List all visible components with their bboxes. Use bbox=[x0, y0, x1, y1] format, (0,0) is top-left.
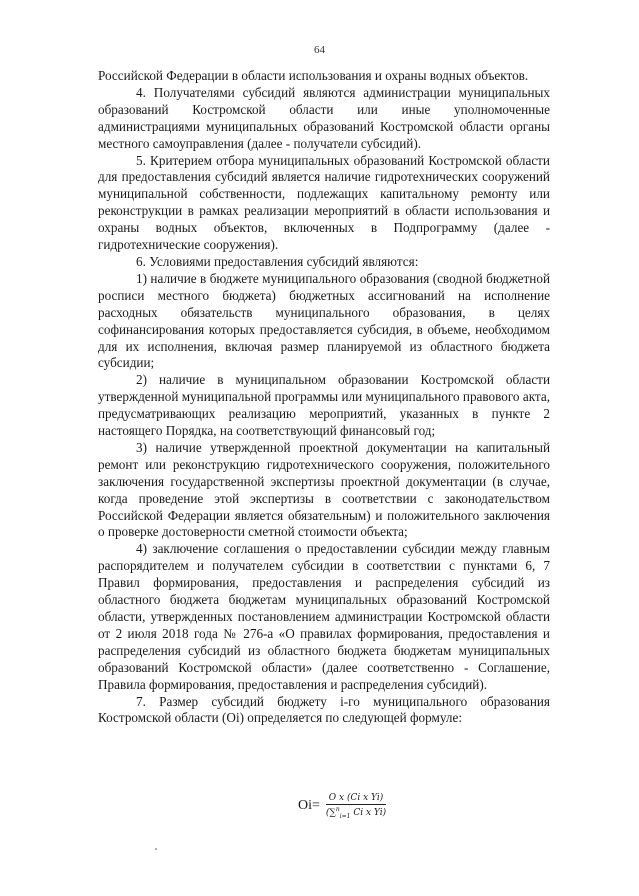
formula-sum-symbol: (∑ bbox=[325, 808, 336, 818]
paragraph-item-4: 4. Получателями субсидий являются администрации муниципальных образований Костромской области или иные уполномоченные администрациями муниципальных образований Костромской области органы местного самоуправления (далее - получатели субсидий). bbox=[98, 84, 550, 151]
paragraph-item-6: 6. Условиями предоставления субсидий являются: bbox=[136, 253, 419, 269]
paragraph-item-7: 7. Размер субсидий бюджету i-го муниципального образования Костромской области (Oi) определяется по следующей формуле: bbox=[98, 693, 550, 726]
scan-speck bbox=[155, 848, 157, 850]
paragraph-continuation: Российской Федерации в области использования и охраны водных объектов. bbox=[98, 68, 529, 83]
formula-denominator bbox=[323, 805, 389, 820]
paragraph-condition-4: 4) заключение соглашения о предоставлении субсидии между главным распорядителем и получателем субсидии в соответствии с пунктами 6, 7 Правил формирования, предоставления и распределения субсидий из областного бюджета бюджетам муниципальных образований Костромской области, утвержденных постановлением администрации Костромской области от 2 июля 2018 года № 276-а «О правилах формирования, предоставления и распределения субсидий из областного бюджета бюджетам муниципальных образований Костромской области» (далее соответственно - Соглашение, Правила формирования, предоставления и распределения субсидий). bbox=[98, 541, 550, 692]
paragraph-item-5: 5. Критерием отбора муниципальных образований Костромской области для предоставления субсидий является наличие гидротехнических сооружений муниципальной собственности, подлежащих капитальному ремонту или реконструкции в рамках реализации мероприятий в области использования и охраны водных объектов, включенных в Подпрограмму (далее - гидротехнические сооружения). bbox=[98, 152, 550, 253]
formula-numerator: O x (Ci x Yi) bbox=[326, 793, 386, 805]
subsidy-formula bbox=[298, 793, 389, 820]
formula-sum-lower: i=1 bbox=[339, 812, 351, 820]
document-body bbox=[98, 68, 550, 727]
formula-denominator-rest: Ci x Yi) bbox=[350, 808, 387, 818]
formula-lhs: Oi= bbox=[298, 798, 320, 814]
paragraph-condition-3: 3) наличие утвержденной проектной документации на капитальный ремонт или реконструкцию гидротехнического сооружения, положительного заключения государственной экспертизы проектной документации (в случае, когда проведение этой экспертизы в соответствии с законодательством Российской Федерации является обязательным) и положительного заключения о проверке достоверности сметной стоимости объекта; bbox=[98, 439, 550, 540]
paragraph-condition-1: 1) наличие в бюджете муниципального образования (сводной бюджетной росписи местного бюджета) бюджетных ассигнований на исполнение расходных обязательств муниципального образования, в целях софинансирования которых предоставляется субсидия, в объеме, необходимом для их исполнения, включая размер планируемой из областного бюджета субсидии; bbox=[98, 270, 550, 371]
formula-sum-upper: n bbox=[335, 806, 340, 813]
paragraph-condition-2: 2) наличие в муниципальном образовании Костромской области утвержденной муниципальной программы или муниципального правового акта, предусматривающих реализацию мероприятий, указанных в пункте 2 настоящего Порядка, на соответствующий финансовый год; bbox=[98, 372, 550, 439]
formula-fraction bbox=[323, 793, 389, 820]
page-number: 64 bbox=[314, 44, 325, 56]
